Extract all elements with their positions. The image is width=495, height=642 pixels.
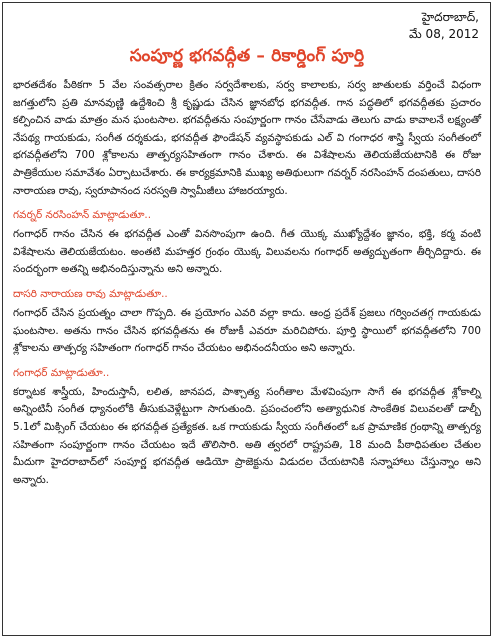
intro-paragraph: భారతదేశం పీఠికగా 5 వేల సంవత్సరాల క్రితం సర్వదేశాలకు, సర్వ కాలాలకు, సర్వ జాతులకు వర్తించే విధంగా జగత్తులోని ప్రతి మానవుణ్ణి ఉద్దేశించి శ్రీ కృష్ణుడు చేసిన జ్ఞానబోధ భగవద్గీత. గాన పద్ధతిలో భగవద్గీతకు ప్రచారం కల్పించిన వాడు మాత్రం మన ఘంటసాల. భగవద్గీతను సంపూర్ణంగా గానం చేసేవాడు తెలుగు వాడు కావాలనే లక్ష్యంతో నేపథ్య గాయకుడు, సంగీత దర్శకుడు, భగవద్గీత ఫౌండేషన్ వ్యవస్థాపకుడు ఎల్ వి గంగాధర శాస్త్రి స్వీయ సంగీతంలో భగవద్గీతలోని 700 శ్లోకాలను తాత్పర్యసహితంగా గానం చేశారు. ఈ విశేషాలను తెలియజేయటానికి ఈ రోజు పాత్రికేయుల సమావేశం ఏర్పాటుచేశారు. ఈ కార్యక్రమానికి ముఖ్య అతిథులుగా గవర్నర్ నరసింహన్ దంపతులు, దాసరి నారాయణ రావు, స్వరూపానంద సరస్వతి స్వామీజీలు హాజరయ్యారు. (13, 79, 481, 197)
article-title: సంపూర్ణ భగవద్గీత – రికార్డింగ్ పూర్తి (129, 46, 365, 66)
speaker-heading-gangadhar: గంగాధర్ మాట్లాడుతూ.. (13, 366, 110, 379)
speaker-heading-dasari: దాసరి నారాయణ రావు మాట్లాడుతూ.. (13, 287, 168, 300)
dasari-quote: గంగాధర్ చేసిన ప్రయత్నం చాలా గొప్పది. ఈ ప్రయోగం ఎవరి వల్లా కాదు. ఆంధ్ర ప్రదేశ్ ప్రజలు గర్వించతగ్గ గాయకుడు ఘంటసాల. అతను గానం చేసిన భగవద్గీతను ఈ రోజుకీ ఎవరూ మరిచిపోరు. పూర్తి స్థాయిలో భగవద్గీతలోని 700 శ్లోకాలను తాత్పర్య సహితంగా గంగాధర్ గానం చేయటం అభినందనీయం అని అన్నారు. (13, 306, 481, 355)
dateline-date: మే 08, 2012 (409, 27, 479, 41)
governor-quote: గంగాధర్ గానం చేసిన ఈ భగవద్గీత ఎంతో వినసొంపుగా ఉంది. గీత యొక్క ముఖ్యోద్దేశం జ్ఞానం, భక్తి, కర్మ వంటి విశేషాలను తెలియజేయటం. అంతటి మహత్తర గ్రంథం యొక్క విలువలను గంగాధర్ అత్యద్భుతంగా తీర్చిదిద్దారు. ఈ సందర్భంగా అతన్ని అభినందిస్తున్నాను అని అన్నారు. (13, 228, 481, 276)
speaker-heading-governor: గవర్నర్ నరసింహన్ మాట్లాడుతూ.. (13, 209, 152, 222)
gangadhar-quote: కర్నాటక శాస్త్రీయ, హిందుస్తానీ, లలిత, జానపద, పాశ్చాత్య సంగీతాల మేళవింపుగా సాగే ఈ భగవద్గీత శ్లోకాల్ని అన్నింటినీ సంగీత ధ్యానంలోకి తీసుకువెళ్లేట్టుగా సాగుతుంది. ప్రపంచంలోని అత్యాధునిక సాంకేతిక విలువలతో డాల్బీ 5.1లో మిక్సింగ్ చేయటం ఈ భగవద్గీత ప్రత్యేకత. ఒక గాయకుడు స్వీయ సంగీతంలో ఒక ప్రామాణిక గ్రంథాన్ని తాత్పర్య సహితంగా సంపూర్ణంగా గానం చేయటం ఇదే తొలిసారి. అతి త్వరలో రాష్ట్రపతి, 18 మంది పీఠాధిపతుల చేతుల మీదుగా హైదరాబాద్‌లో సంపూర్ణ భగవద్గీత ఆడియో ప్రాజెక్టును విడుదల చేయటానికి సన్నాహాలు చేస్తున్నాం అని అన్నారు. (13, 385, 481, 486)
dateline-city: హైదరాబాద్, (421, 10, 479, 24)
article-page (2, 2, 491, 636)
dateline (13, 9, 481, 43)
